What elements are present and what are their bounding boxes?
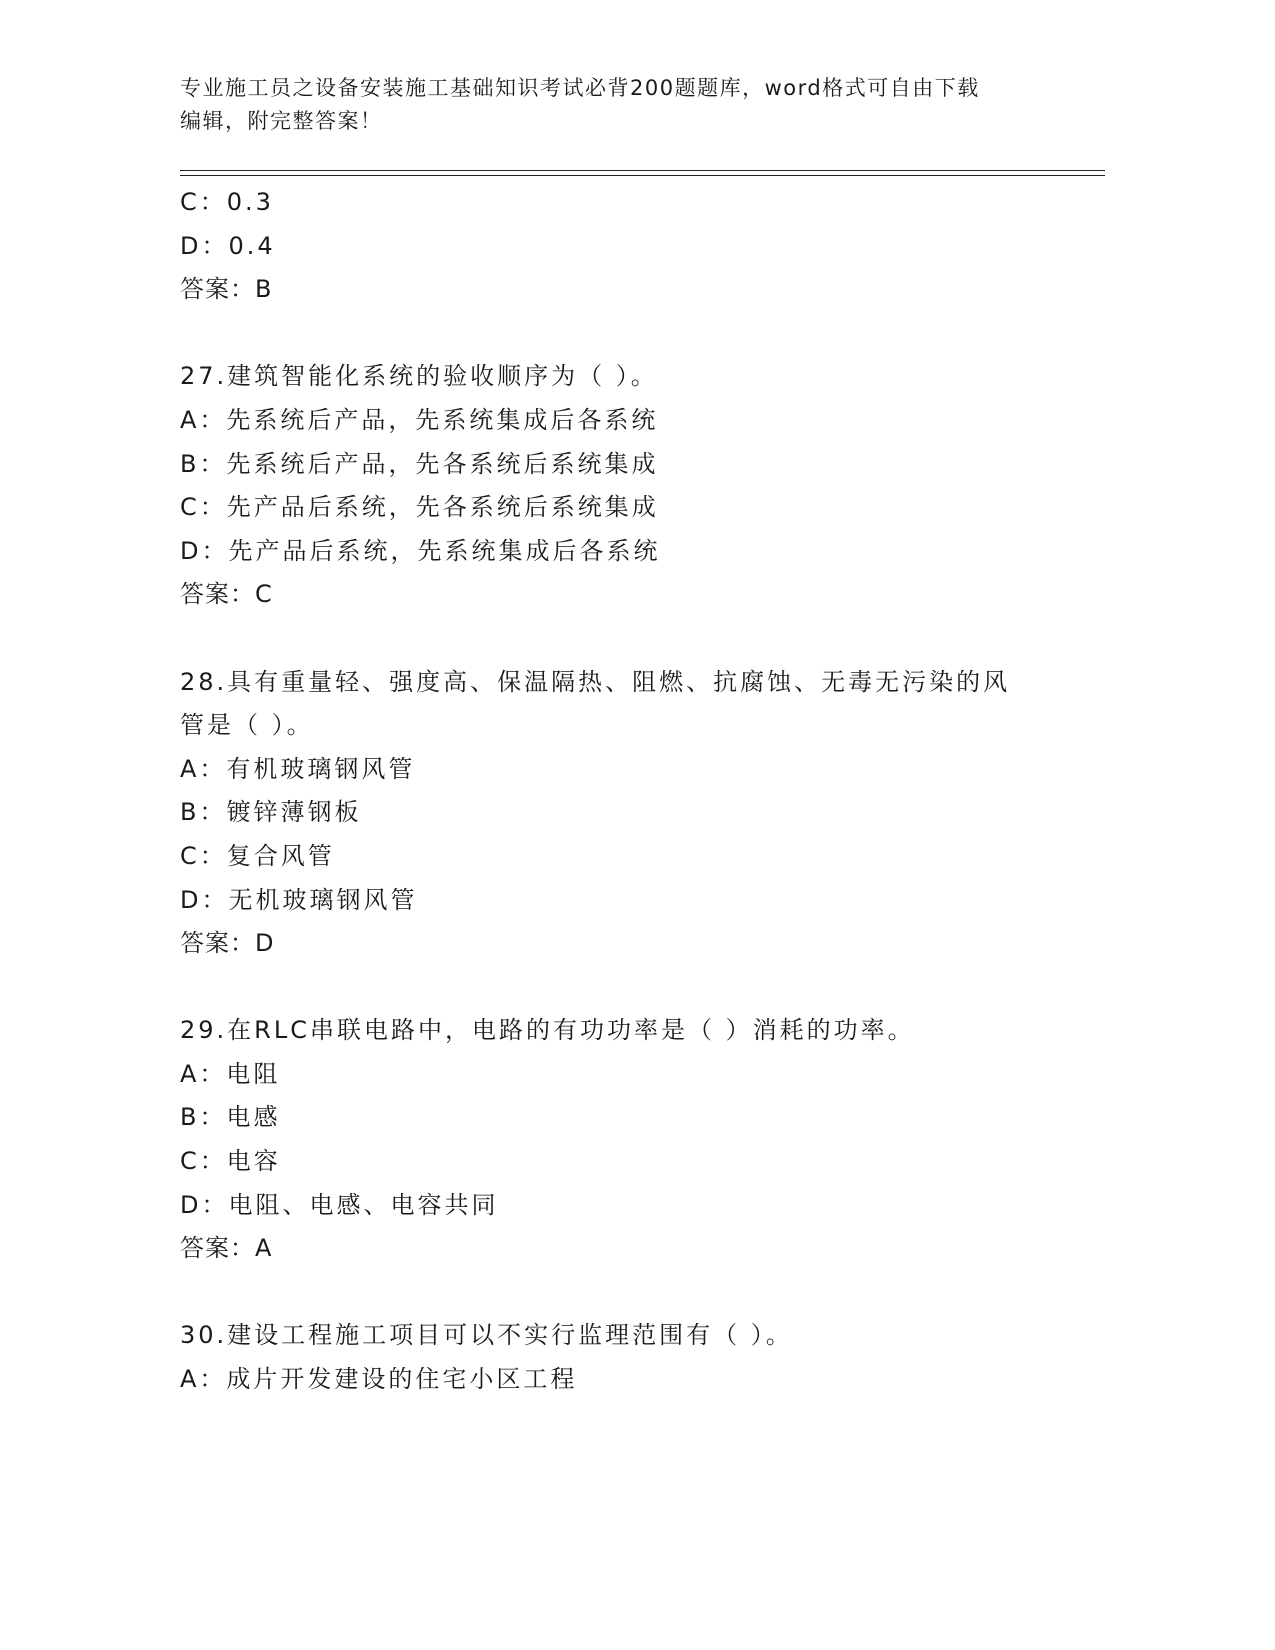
option-d: D：0.4 [180,231,276,260]
option-a: A：成片开发建设的住宅小区工程 [180,1365,578,1394]
option-b: B：先系统后产品，先各系统后系统集成 [180,449,659,478]
header-divider-bottom [180,175,1105,176]
option-a: A：电阻 [180,1059,281,1088]
answer-line: 答案：C [180,580,273,609]
question-30 [180,1314,1100,1401]
answer-line: 答案：A [180,1234,273,1263]
header-title-line-1: 专业施工员之设备安装施工基础知识考试必背200题题库，word格式可自由下载 [180,76,980,100]
question-stem: 27.建筑智能化系统的验收顺序为（ ）。 [180,362,658,391]
option-a: A：有机玻璃钢风管 [180,754,416,783]
option-a: A：先系统后产品，先系统集成后各系统 [180,405,659,434]
spacer [180,966,1100,1010]
option-b: B：镀锌薄钢板 [180,798,362,827]
spacer [180,1271,1100,1315]
option-d: D：先产品后系统，先系统集成后各系统 [180,536,661,565]
header-title-line-2: 编辑，附完整答案！ [180,109,383,133]
spacer [180,617,1100,661]
question-27 [180,355,1100,617]
question-stem-line-1: 28.具有重量轻、强度高、保温隔热、阻燃、抗腐蚀、无毒无污染的风 [180,667,1011,696]
answer-line: 答案：B [180,275,273,304]
question-29 [180,1009,1100,1271]
question-stem-line-2: 管是（ ）。 [180,711,314,740]
option-d: D：无机玻璃钢风管 [180,885,418,914]
answer-line: 答案：D [180,929,275,958]
option-c: C：先产品后系统，先各系统后系统集成 [180,493,659,522]
document-header [180,72,1080,138]
option-d: D：电阻、电感、电容共同 [180,1190,499,1219]
question-list [180,181,1100,1402]
spacer [180,312,1100,356]
option-c: C：0.3 [180,188,274,216]
header-divider-top [180,170,1105,171]
option-c: C：复合风管 [180,841,335,870]
option-b: B：电感 [180,1103,281,1132]
question-stem: 30.建设工程施工项目可以不实行监理范围有（ ）。 [180,1321,793,1350]
question-stem: 29.在RLC串联电路中，电路的有功功率是（ ）消耗的功率。 [180,1016,915,1045]
question-26-tail [180,181,1100,312]
option-c: C：电容 [180,1147,281,1176]
question-28 [180,661,1100,966]
